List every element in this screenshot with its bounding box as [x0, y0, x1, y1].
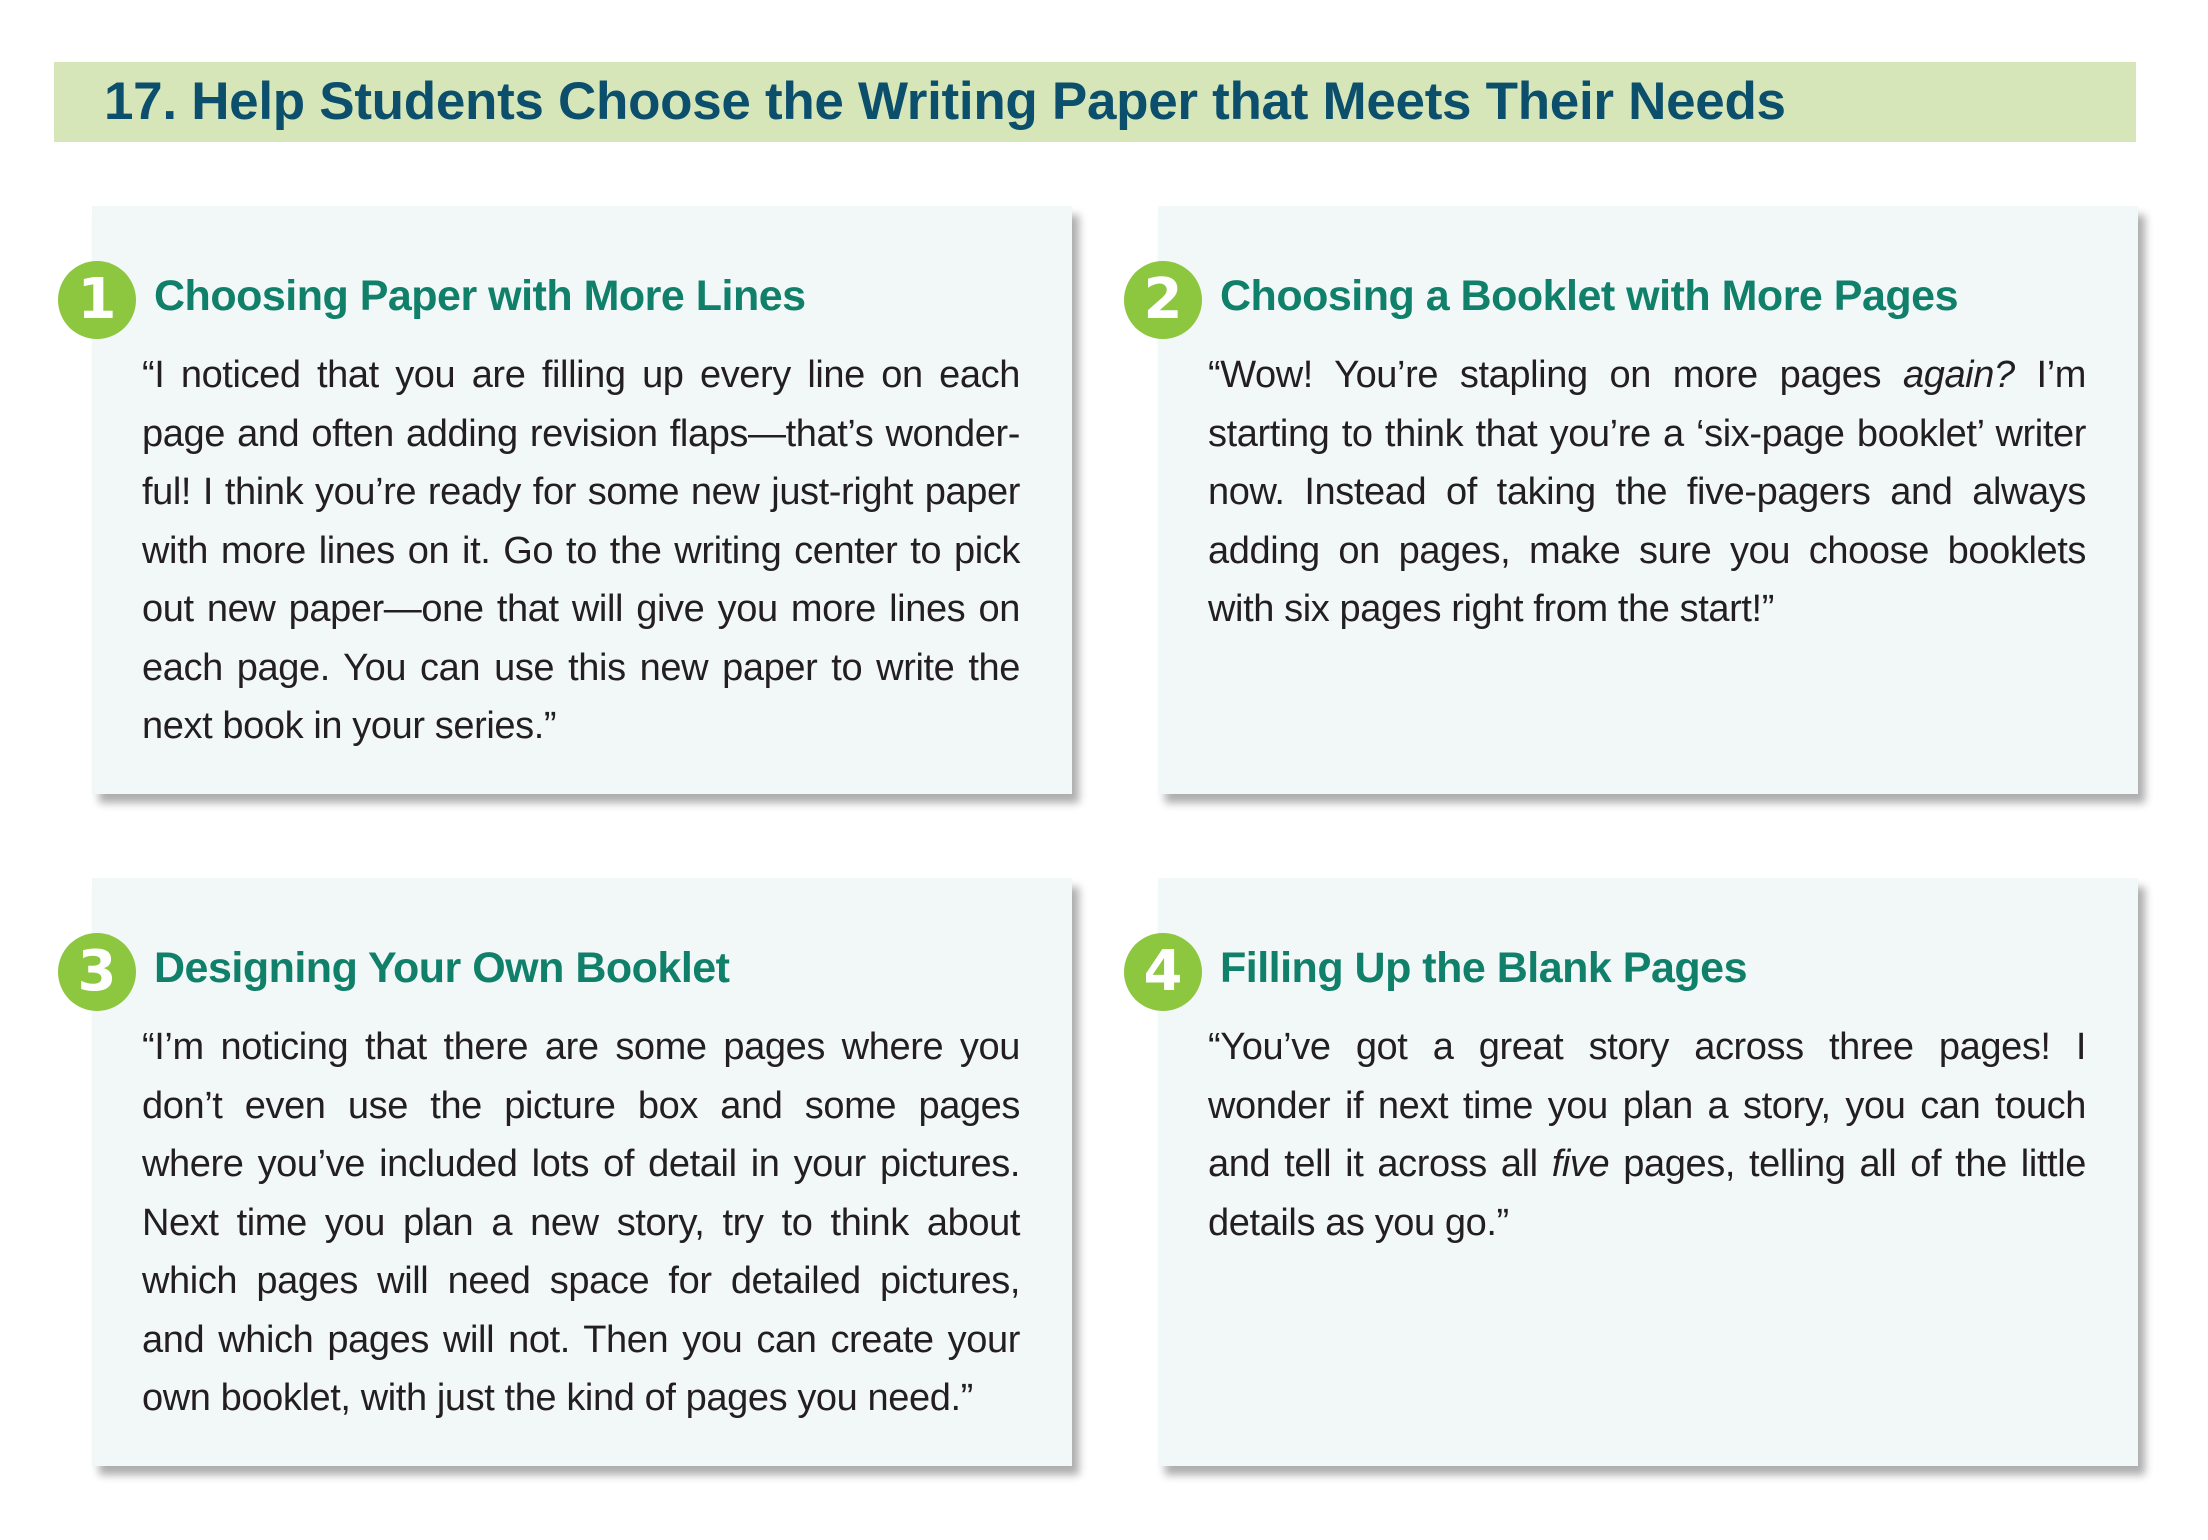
quote-text: pages, telling all of the little details as you go.” — [1208, 1143, 2086, 1244]
quote-text: “You’ve got a great story across three pages! I wonder if next time you plan a story, you can touch and tell it across all — [1208, 1026, 2086, 1185]
page-title: 17. Help Students Choose the Writing Paper that Meets Their Needs — [104, 72, 1786, 131]
tip-card-2 — [1143, 206, 2138, 794]
tip-card-3 — [77, 878, 1072, 1466]
number-badge: 4 — [1124, 933, 1202, 1011]
card-title: Choosing a Booklet with More Pages — [1220, 272, 1958, 320]
card-title: Choosing Paper with More Lines — [154, 272, 806, 320]
header-band — [54, 62, 2136, 142]
card-title: Designing Your Own Booklet — [154, 944, 730, 992]
card-quote: “I’m noticing that there are some pages where you don’t even use the picture box and some pages where you’ve included lots of detail in your pictures. Next time you plan a new story, try to think about which pages will need space for detailed pictures, and which pages will not. Then you can create your own booklet, with just the kind of pages you need.” — [142, 1026, 1020, 1419]
quote-emphasis: again? — [1902, 354, 2015, 396]
number-badge: 1 — [58, 261, 136, 339]
tip-card-4 — [1143, 878, 2138, 1466]
number-badge: 2 — [1124, 261, 1202, 339]
card-quote — [1208, 346, 2086, 639]
quote-text: I’m starting to think that you’re a ‘six-page booklet’ writer now. Instead of taking the five-pagers and always adding on pages, make sure you choose booklets with six pages right from the start!” — [1208, 354, 2086, 630]
quote-emphasis: five — [1551, 1143, 1610, 1185]
card-quote: “I noticed that you are filling up every line on each page and often adding revision flaps—that’s wonder-ful! I think you’re ready for some new just-right paper with more lines on it. Go to the writing center to pick out new paper—one that will give you more lines on each page. You can use this new paper to write the next book in your series.” — [142, 354, 1020, 747]
card-quote — [1208, 1018, 2086, 1252]
card-title: Filling Up the Blank Pages — [1220, 944, 1747, 992]
tip-card-1 — [77, 206, 1072, 794]
quote-text: “Wow! You’re stapling on more pages — [1208, 354, 1903, 396]
number-badge: 3 — [58, 933, 136, 1011]
